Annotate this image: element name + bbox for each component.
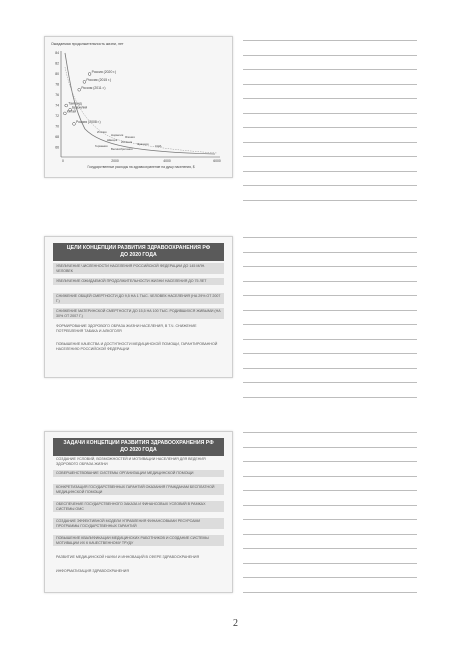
- slide-title: [53, 438, 224, 456]
- page-number: 2: [233, 618, 238, 629]
- y-tick-label: 82: [55, 61, 59, 66]
- y-tick-label: 76: [55, 93, 59, 97]
- trend-curve: [65, 53, 215, 154]
- country-label: Япония: [125, 135, 135, 139]
- slide-goals: [44, 236, 233, 378]
- slide-title-line-2: ДО 2020 ГОДА: [120, 447, 157, 453]
- task-item: ПОВЫШЕНИЕ КВАЛИФИКАЦИИ МЕДИЦИНСКИХ РАБОТНИКОВ И СОЗДАНИЕ СИСТЕМЫ МОТИВАЦИИ ИХ К КАЧЕСТВЕННОМУ ТРУДУ: [53, 535, 224, 546]
- note-line: [243, 200, 417, 201]
- x-tick-label: 2000: [111, 159, 119, 163]
- note-line: [243, 127, 417, 128]
- task-item: СОЗДАНИЕ УСЛОВИЙ, ВОЗМОЖНОСТЕЙ И МОТИВАЦИИ НАСЕЛЕНИЯ ДЛЯ ВЕДЕНИЯ ЗДОРОВОГО ОБРАЗА ЖИЗНИ: [56, 457, 206, 466]
- country-label: Франция: [137, 142, 149, 146]
- slide-title-line-2: ДО 2020 ГОДА: [120, 252, 157, 258]
- note-line: [243, 505, 417, 506]
- y-tick-label: 72: [55, 114, 59, 118]
- task-item: СОЗДАНИЕ ЭФФЕКТИВНОЙ МОДЕЛИ УПРАВЛЕНИЯ ФИНАНСОВЫМИ РЕСУРСАМИ ПРОГРАММЫ ГОСУДАРСТВЕННЫХ ГАРАНТИЙ: [53, 518, 224, 529]
- y-tick-label: 80: [55, 72, 59, 76]
- slide-title-line-1: ЗАДАЧИ КОНЦЕПЦИИ РАЗВИТИЯ ЗДРАВООХРАНЕНИЯ РФ: [63, 440, 214, 446]
- note-line: [243, 519, 417, 520]
- slide-title-line-1: ЦЕЛИ КОНЦЕПЦИИ РАЗВИТИЯ ЗДРАВООХРАНЕНИЯ РФ: [66, 245, 211, 251]
- chart-point: [73, 122, 76, 125]
- note-line: [243, 142, 417, 143]
- note-line: [243, 592, 417, 593]
- y-tick-label: 74: [55, 103, 59, 108]
- note-line: [243, 185, 417, 186]
- country-label: США: [155, 144, 162, 148]
- note-line: [243, 447, 417, 448]
- task-item: ОБЕСПЕЧЕНИЕ ГОСУДАРСТВЕННОГО ЗАКАЗА И ФИНАНСОВЫХ УСЛОВИЙ В РАМКАХ СИСТЕМЫ ОМС: [53, 501, 224, 512]
- note-line: [243, 548, 417, 549]
- y-tick-label: 84: [55, 51, 59, 55]
- country-label: Норвегия: [111, 133, 124, 137]
- note-line: [243, 563, 417, 564]
- chart-point-label: Россия (2020 г.): [91, 70, 117, 74]
- note-line: [243, 490, 417, 491]
- note-line: [243, 281, 417, 282]
- goal-item: СНИЖЕНИЕ МАТЕРИНСКОЙ СМЕРТНОСТИ ДО 15,5 НА 100 ТЫС. РОДИВШИХСЯ ЖИВЫМИ (НА 30% ОТ 2007 Г.): [53, 308, 224, 319]
- y-tick-labels: [55, 51, 59, 150]
- note-line: [243, 69, 417, 70]
- note-line: [243, 339, 417, 340]
- note-line: [243, 432, 417, 433]
- task-item: ИНФОРМАТИЗАЦИЯ ЗДРАВООХРАНЕНИЯ: [56, 569, 129, 573]
- note-line: [243, 295, 417, 296]
- note-line: [243, 252, 417, 253]
- note-line: [243, 266, 417, 267]
- x-tick-label: 0: [62, 159, 64, 163]
- task-item: КОНКРЕТИЗАЦИЯ ГОСУДАРСТВЕННЫХ ГАРАНТИЙ ОКАЗАНИЯ ГРАЖДАНАМ БЕСПЛАТНОЙ МЕДИЦИНСКОЙ ПОМОЩИ: [53, 484, 224, 495]
- note-line: [243, 156, 417, 157]
- country-label: Италия: [97, 130, 107, 134]
- country-labels: [95, 130, 162, 151]
- note-line: [243, 98, 417, 99]
- note-line: [243, 171, 417, 172]
- y-tick-label: 78: [55, 82, 59, 87]
- note-line: [243, 40, 417, 41]
- country-label: Испания: [121, 140, 133, 144]
- note-line: [243, 84, 417, 85]
- chart-point-label: Россия (2015 г.): [86, 77, 111, 82]
- y-tick-label: 70: [55, 124, 59, 129]
- task-item: СОВЕРШЕНСТВОВАНИЕ СИСТЕМЫ ОРГАНИЗАЦИИ МЕДИЦИНСКОЙ ПОМОЩИ: [53, 470, 224, 477]
- task-item: РАЗВИТИЕ МЕДИЦИНСКОЙ НАУКИ И ИННОВАЦИЙ В СФЕРЕ ЗДРАВООХРАНЕНИЯ: [56, 555, 200, 559]
- goal-item: СНИЖЕНИЕ ОБЩЕЙ СМЕРТНОСТИ ДО 9,5 НА 1 ТЫС. ЧЕЛОВЕК НАСЕЛЕНИЯ (НА 29% ОТ 2007 Г.): [53, 293, 224, 304]
- goal-item: ФОРМИРОВАНИЕ ЗДОРОВОГО ОБРАЗА ЖИЗНИ НАСЕЛЕНИЯ, В Т.Ч. СНИЖЕНИЕ ПОТРЕБЛЕНИЯ ТАБАКА И АЛКОГОЛЯ: [56, 324, 197, 333]
- chart-point: [78, 88, 81, 91]
- note-line: [243, 113, 417, 114]
- chart-point-label: Китай: [66, 109, 77, 114]
- note-line: [243, 461, 417, 462]
- note-line: [243, 382, 417, 383]
- chart-point-label: Россия (2011 г.): [81, 85, 106, 90]
- slide-tasks: [44, 431, 233, 593]
- y-tick-label: 66: [55, 145, 59, 150]
- chart-points: [64, 70, 117, 125]
- note-line: [243, 237, 417, 238]
- note-line: [243, 310, 417, 311]
- country-label: Великобритания: [111, 147, 133, 151]
- slide-life-expectancy-chart: [44, 36, 233, 178]
- y-tick-label: 68: [55, 135, 59, 139]
- chart-point: [64, 112, 67, 115]
- chart-point: [65, 104, 68, 107]
- life-expectancy-chart: [45, 37, 232, 177]
- note-line: [243, 55, 417, 56]
- note-line: [243, 534, 417, 535]
- note-line: [243, 577, 417, 578]
- x-tick-label: 6000: [213, 159, 221, 163]
- chart-xlabel: Государственные расходы на здравоохранение на душу населения, $: [87, 165, 195, 169]
- goal-item: УВЕЛИЧЕНИЕ ЧИСЛЕННОСТИ НАСЕЛЕНИЯ РОССИЙСКОЙ ФЕДЕРАЦИИ ДО 145 МЛН. ЧЕЛОВЕК: [53, 263, 224, 274]
- chart-point: [88, 73, 91, 76]
- slide-title: [53, 243, 224, 261]
- note-line: [243, 324, 417, 325]
- country-label: Швеция: [107, 138, 118, 142]
- note-line: [243, 397, 417, 398]
- chart-point-label: Бразилия: [72, 105, 88, 110]
- chart-point-label: Россия (2008 г.): [76, 119, 101, 124]
- note-line: [243, 368, 417, 369]
- goal-item: УВЕЛИЧЕНИЕ ОЖИДАЕМОЙ ПРОДОЛЖИТЕЛЬНОСТИ ЖИЗНИ НАСЕЛЕНИЯ ДО 75 ЛЕТ: [53, 278, 224, 285]
- chart-point: [83, 80, 86, 83]
- x-tick-label: 4000: [163, 159, 171, 163]
- goal-item: ПОВЫШЕНИЕ КАЧЕСТВА И ДОСТУПНОСТИ МЕДИЦИНСКОЙ ПОМОЩИ, ГАРАНТИРОВАННОЙ НАСЕЛЕНИЮ РОССИЙСКОЙ ФЕДЕРАЦИИ: [56, 342, 218, 351]
- country-label: Германия: [95, 144, 108, 148]
- note-line: [243, 353, 417, 354]
- note-line: [243, 476, 417, 477]
- chart-point-label: Таиланд: [68, 101, 82, 106]
- chart-ylabel: Ожидаемая продолжительность жизни, лет: [51, 42, 124, 46]
- x-tick-labels: [62, 159, 221, 163]
